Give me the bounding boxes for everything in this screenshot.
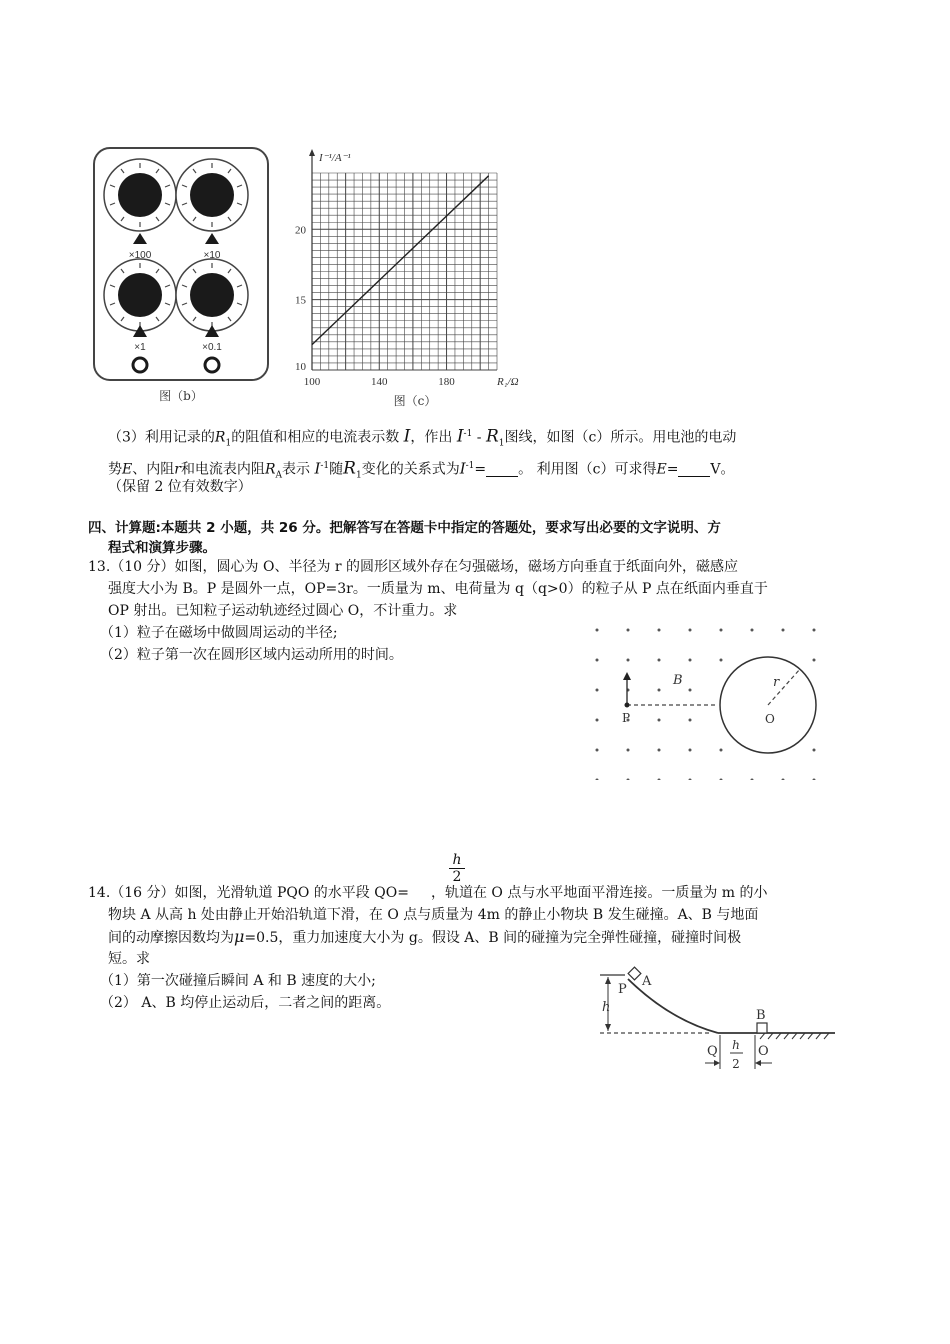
q12-part3-line3: （保留 2 位有效数字） (108, 479, 252, 495)
figure-b-caption: 图（b） (159, 389, 203, 403)
dial-x0.1[interactable] (176, 259, 248, 337)
terminal-right[interactable] (205, 358, 219, 372)
i-inverse-vs-r1-chart (285, 145, 535, 410)
half-h-den: 2 (732, 1057, 740, 1071)
field-dot (658, 629, 661, 632)
field-dot (658, 659, 661, 662)
dial-x100[interactable] (104, 159, 176, 244)
q13-sub2: （2）粒子第一次在圆形区域内运动所用的时间。 (100, 647, 403, 663)
y-tick-label: 15 (295, 294, 306, 307)
point-P-track-label: P (618, 982, 627, 997)
field-dot (689, 719, 692, 722)
multiplier-label-x100: ×100 (128, 250, 152, 261)
center-O-label: O (765, 712, 775, 726)
y-axis-label: I⁻¹/A⁻¹ (319, 152, 351, 164)
dial-x10[interactable] (176, 159, 248, 244)
field-dot (596, 719, 599, 722)
point-P-label: P (622, 711, 631, 725)
field-dot (689, 689, 692, 692)
y-tick-label: 10 (295, 361, 306, 373)
q13-line3: OP 射出。已知粒子运动轨迹经过圆心 O，不计重力。求 (108, 603, 458, 619)
field-dot (689, 749, 692, 752)
field-B-label: B (673, 673, 683, 688)
q13-sub1: （1）粒子在磁场中做圆周运动的半径; (100, 625, 338, 641)
point-O-label: O (758, 1044, 769, 1059)
field-dot (720, 749, 723, 752)
field-dot (596, 779, 599, 781)
q14-line3: 间的动摩擦因数均为μ=0.5，重力加速度大小为 g。假设 A、B 间的碰撞为完全弹性碰撞，碰撞时间极 (108, 927, 742, 946)
radius-r-label: r (773, 675, 780, 690)
field-dot (627, 779, 630, 781)
field-dot (813, 659, 816, 662)
field-dot (813, 749, 816, 752)
field-dot (596, 659, 599, 662)
x-axis-label: R₁/Ω (497, 376, 519, 388)
field-dot (627, 629, 630, 632)
q14-sub1: （1）第一次碰撞后瞬间 A 和 B 速度的大小; (100, 973, 376, 989)
field-dot (658, 749, 661, 752)
y-tick-label: 20 (295, 224, 306, 237)
section4-heading-line1: 四、计算题:本题共 2 小题，共 26 分。把解答写在答题卡中指定的答题处，要求写出必要的文字说明、方 (88, 520, 721, 536)
field-dot (751, 629, 754, 632)
x-tick-label: 140 (371, 376, 388, 388)
multiplier-label-x10: ×10 (203, 250, 221, 261)
field-dot (596, 629, 599, 632)
q14-sub2: （2） A、B 均停止运动后，二者之间的距离。 (100, 995, 391, 1011)
q14-line4: 短。求 (108, 951, 150, 967)
field-dot (658, 779, 661, 781)
field-dot (813, 779, 816, 781)
multiplier-label-x1: ×1 (134, 342, 146, 353)
x-tick-label: 180 (438, 376, 455, 388)
x-tick-label: 100 (303, 376, 321, 388)
field-dot (782, 779, 785, 781)
field-dot (627, 749, 630, 752)
field-dot (751, 779, 754, 781)
half-h-num: h (732, 1038, 740, 1052)
field-dot (720, 779, 723, 781)
figure-c-caption: 图（c） (393, 394, 437, 408)
dial-x1[interactable] (104, 259, 176, 337)
answer-blank-relation[interactable] (486, 462, 518, 477)
field-dot (720, 629, 723, 632)
q14-fraction: h 2 (449, 852, 465, 885)
multiplier-label-x0.1: ×0.1 (202, 342, 222, 353)
block-A-label: A (642, 974, 652, 989)
section4-heading-line2: 程式和演算步骤。 (108, 540, 216, 556)
field-dot (782, 629, 785, 632)
field-dot (658, 719, 661, 722)
terminal-left[interactable] (133, 358, 147, 372)
q14-line1: 14.（16 分）如图，光滑轨道 PQO 的水平段 QO= ，轨道在 O 点与水平地面平滑连接。一质量为 m 的小 (88, 885, 768, 901)
q14-line2: 物块 A 从高 h 处由静止开始沿轨道下滑，在 O 点与质量为 4m 的静止小物块 B 发生碰撞。A、B 与地面 (108, 907, 759, 923)
field-dot (596, 749, 599, 752)
track-figure (590, 965, 840, 1085)
field-dot (627, 659, 630, 662)
field-dot (596, 689, 599, 692)
field-dot (689, 659, 692, 662)
q12-part3-line2: 势E、内阻r和电流表内阻$R_A$表示 $I^{-1}$随$R_1$变化的关系式为$I^{-1}=$ 。 利用图（c）可求得E= V。 (108, 458, 735, 481)
field-dot (658, 689, 661, 692)
q13-line1: 13.（10 分）如图，圆心为 O、半径为 r 的圆形区域外存在匀强磁场，磁场方向垂直于纸面向外，磁感应 (88, 559, 739, 575)
y-axis-arrow (309, 149, 315, 156)
answer-blank-emf[interactable] (678, 462, 710, 477)
q12-part3-line1: （3）利用记录的$R_1$的阻值和相应的电流表示数 I，作出 $I^{-1} - R_1$图线，如图（c）所示。用电池的电动 (108, 426, 737, 449)
point-Q-label: Q (707, 1044, 718, 1059)
field-dot (720, 659, 723, 662)
block-B-label: B (756, 1008, 766, 1023)
resistance-box-figure (90, 145, 280, 410)
field-dot (689, 629, 692, 632)
field-dot (813, 629, 816, 632)
q13-line2: 强度大小为 B。P 是圆外一点，OP=3r。一质量为 m、电荷量为 q（q>0）的粒子从 P 点在纸面内垂直于 (108, 581, 768, 597)
field-dot (689, 779, 692, 781)
magnetic-field-figure (585, 620, 835, 780)
height-h-label: h (602, 1000, 611, 1015)
